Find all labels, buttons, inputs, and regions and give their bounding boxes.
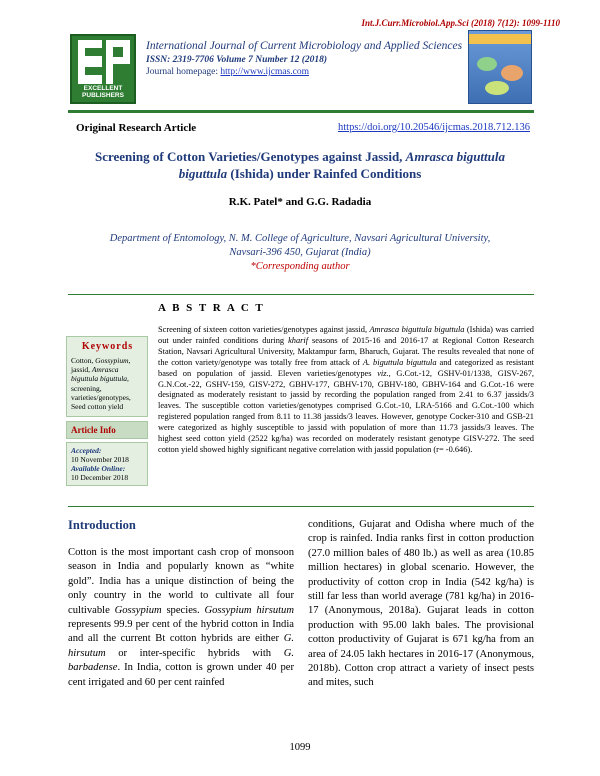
keywords-box <box>66 336 148 417</box>
journal-info <box>146 40 466 77</box>
publisher-logo <box>70 34 136 104</box>
keywords-title: Keywords <box>81 341 134 352</box>
accepted-date: 10 November 2018 <box>71 455 129 465</box>
article-info-box <box>66 442 148 486</box>
introduction-heading: Introduction <box>68 518 136 532</box>
running-head: Int.J.Curr.Microbiol.App.Sci (2018) 7(12): 1099-1110 <box>361 18 560 28</box>
accepted-label: Accepted: <box>71 446 102 456</box>
doi-link[interactable]: https://doi.org/10.20546/ijcmas.2018.712.136 <box>337 122 530 133</box>
journal-cover-image <box>468 30 532 104</box>
affiliation-line-1: Department of Entomology, N. M. College of Agriculture, Navsari Agricultural University, <box>109 233 491 244</box>
affiliation <box>80 232 520 274</box>
abstract-bottom-divider <box>68 506 534 507</box>
journal-homepage <box>146 67 466 77</box>
affiliation-line-2: Navsari-396 450, Gujarat (India) <box>229 247 371 258</box>
article-info-title: Article Info <box>66 421 148 439</box>
cover-graphic <box>501 65 523 81</box>
keywords-list: Cotton, Gossypium, jassid, Amrasca biguttula biguttula, screening, varieties/genotypes, Seed cotton yield <box>71 356 131 412</box>
cover-stripe <box>469 34 531 44</box>
logo-text: EXCELLENT PUBLISHERS <box>82 85 124 99</box>
logo-e-letter <box>78 40 102 84</box>
cover-graphic <box>485 81 509 95</box>
online-label: Available Online: <box>71 464 126 474</box>
article-type: Original Research Article <box>76 122 197 134</box>
abstract-heading: A B S T R A C T <box>158 302 265 314</box>
journal-issn: ISSN: 2319-7706 Volume 7 Number 12 (2018) <box>146 55 328 65</box>
intro-column-right: conditions, Gujarat and Odisha where much of the crop is rainfed. India ranks first in cotton production (27.0 million bales of 480 lb.) as well as area (10.85 million hectares) in global scenario. However, the productivity of cotton crop in India (542 kg/ha) is still far less than world average (781 kg/ha) in 2016-17 (Anonymous, 2018a). Gujarat leads in cotton production with 95.00 lakh bales. The provisional cotton productivity of Gujarat is 671 kg/ha from an area of 24.05 lakh hectares in 2016-17 (Anonymous, 2018b). Cotton crop attract a variety of insect pests and mites, such <box>308 519 534 689</box>
journal-name: International Journal of Current Microbiology and Applied Sciences <box>146 40 463 52</box>
cover-graphic <box>477 57 497 71</box>
abstract-text: Screening of sixteen cotton varieties/genotypes against jassid, Amrasca biguttula biguttula (Ishida) was carried out under rainfed conditions during kharif seasons of 2015-16 and 2016-17 at Regional Cotton Research Station, Navsari Agricultural University, Maktampur farm, Bharuch, Gujarat. The results revealed that none of the cotton variety/genotype was totally free from attack of A. biguttula biguttula and categorized as resistant based on population of jassid. Eleven varieties/genotypes viz., G.Cot.-12, GSHV-01/1338, GISV-267, G.N.Cot.-22, GSHV-159, GISV-272, GBHV-177, GBHV-170, GBHV-180, GBHV-164 and G.Cot.-16 were designated as moderately resistant to jassid by recording the population ranged from 2.41 to 6.37 jassids/3 leaves. The susceptible cotton varieties/genotypes comprised G.Cot.-10, LRA-5166 and G.Cot.-100 which registered population ranged from 8.11 to 11.38 jassids/3 leaves. However, genotype Cocker-310 and GSB-21 were categorized as highly susceptible to jassid with population of more than 11.73 jassids/3 leaves. The highest seed cotton yield (2522 kg/ha) was recorded on moderately resistant genotype GISV-272. The seed cotton yield showed highly significant negative correlation with jassid population (r= -0.646). <box>158 325 534 454</box>
article-title: Screening of Cotton Varieties/Genotypes against Jassid, Amrasca biguttula biguttula (Ishida) under Rainfed Conditions <box>94 149 505 181</box>
section-divider <box>68 294 534 295</box>
page-number: 1099 <box>289 742 311 753</box>
corresponding-author: *Corresponding author <box>250 261 350 272</box>
header-divider <box>68 110 534 113</box>
logo-p-letter <box>106 40 130 84</box>
article-sidebar <box>66 336 148 486</box>
authors: R.K. Patel* and G.G. Radadia <box>228 196 372 208</box>
online-date: 10 December 2018 <box>71 473 129 483</box>
homepage-label: Journal homepage: <box>146 67 221 77</box>
homepage-link[interactable]: http://www.ijcmas.com <box>220 67 309 77</box>
intro-column-left: Cotton is the most important cash crop of monsoon season in India and popularly known as “white gold”. India has a unique distinction of being the only country in the world to cultivate all four cultivable Gossypium species. Gossypium hirsutum represents 99.9 per cent of the hybrid cotton in India and all the current Bt cotton hybrids are either G. hirsutum or inter-specific hybrids with G. barbadense. In India, cotton is grown under 40 per cent irrigated and 60 per cent rainfed <box>68 547 295 688</box>
title-species: Amrasca biguttula biguttula <box>178 149 505 181</box>
